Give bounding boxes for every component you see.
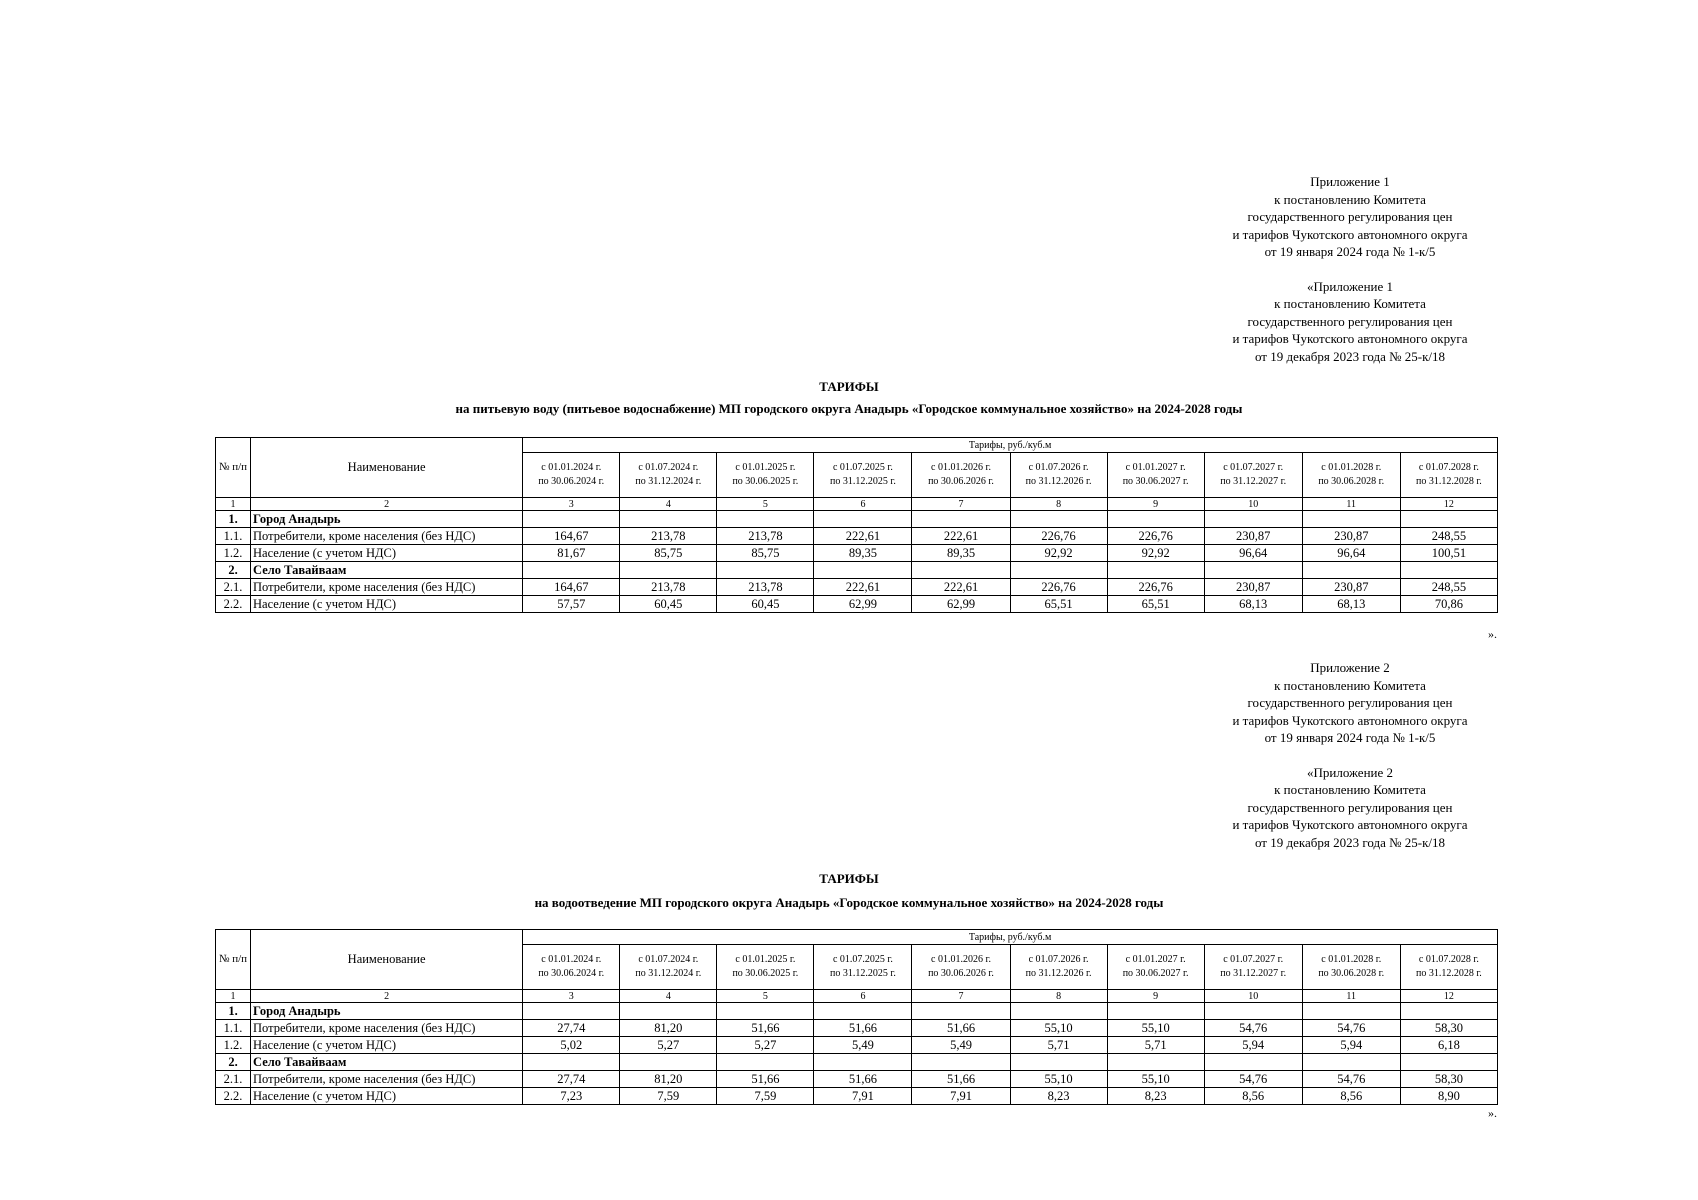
table-row [216, 1037, 1498, 1054]
empty-cell [717, 562, 814, 579]
period-end: по 31.12.2028 г. [1415, 476, 1482, 487]
empty-cell [717, 1054, 814, 1071]
table-row [216, 1071, 1498, 1088]
empty-cell [620, 511, 717, 528]
period-end: по 30.06.2025 г. [732, 968, 799, 979]
tariff-value: 58,30 [1400, 1071, 1497, 1088]
column-number: 1 [216, 990, 251, 1003]
empty-cell [1010, 511, 1107, 528]
tariff-value: 60,45 [717, 596, 814, 613]
tariff-value: 5,49 [814, 1037, 912, 1054]
closing-quote: ». [1488, 1106, 1497, 1120]
period-end: по 30.06.2026 г. [928, 476, 994, 487]
tariff-value: 81,20 [620, 1020, 717, 1037]
row-name: Потребители, кроме населения (без НДС) [251, 1071, 523, 1088]
period-header [523, 453, 620, 498]
tariff-value: 222,61 [912, 579, 1010, 596]
empty-cell [1302, 1003, 1400, 1020]
column-number: 4 [620, 498, 717, 511]
tariff-value: 226,76 [1010, 528, 1107, 545]
empty-cell [1400, 1054, 1497, 1071]
appendix-line: к постановлению Комитета [1274, 296, 1426, 311]
period-start: с 01.07.2025 г. [832, 954, 893, 965]
period-start: с 01.01.2027 г. [1125, 954, 1186, 965]
empty-cell [620, 562, 717, 579]
table-row [216, 596, 1498, 613]
tariff-value: 213,78 [620, 528, 717, 545]
tariff-value: 8,90 [1400, 1088, 1497, 1105]
empty-cell [1010, 562, 1107, 579]
tariff-value: 5,27 [620, 1037, 717, 1054]
section-name: Село Тавайваам [251, 1054, 523, 1071]
empty-cell [1302, 511, 1400, 528]
appendix-line: государственного регулирования цен [1247, 799, 1453, 815]
empty-cell [1204, 1003, 1302, 1020]
appendix-1-header [1210, 173, 1490, 365]
tariff-value: 8,56 [1204, 1088, 1302, 1105]
table-2-title: ТАРИФЫ [819, 871, 879, 886]
column-number: 11 [1302, 990, 1400, 1003]
period-start: с 01.01.2025 г. [735, 462, 796, 473]
tariff-value: 89,35 [912, 545, 1010, 562]
tariff-value: 54,76 [1204, 1020, 1302, 1037]
tariff-table-1 [215, 437, 1498, 613]
empty-cell [1010, 1003, 1107, 1020]
period-start: с 01.07.2026 г. [1028, 954, 1089, 965]
empty-cell [1010, 1054, 1107, 1071]
appendix-line: и тарифов Чукотского автономного округа [1232, 331, 1468, 346]
tariff-value: 213,78 [717, 528, 814, 545]
empty-cell [1107, 562, 1204, 579]
tariff-value: 164,67 [523, 528, 620, 545]
period-start: с 01.07.2027 г. [1223, 954, 1284, 965]
section-number: 1. [216, 511, 251, 528]
period-start: с 01.07.2026 г. [1028, 462, 1089, 473]
tariff-value: 55,10 [1107, 1071, 1204, 1088]
empty-cell [1107, 511, 1204, 528]
tariff-value: 51,66 [912, 1071, 1010, 1088]
tariff-value: 226,76 [1010, 579, 1107, 596]
column-number: 3 [523, 990, 620, 1003]
header-tariffs: Тарифы, руб./куб.м [523, 438, 1498, 453]
column-number: 12 [1400, 498, 1497, 511]
tariff-value: 96,64 [1302, 545, 1400, 562]
column-number: 12 [1400, 990, 1497, 1003]
column-number: 9 [1107, 990, 1204, 1003]
empty-cell [912, 1054, 1010, 1071]
column-number: 5 [717, 498, 814, 511]
period-header [912, 945, 1010, 990]
appendix-line: «Приложение 1 [1306, 278, 1394, 294]
column-number: 10 [1204, 498, 1302, 511]
appendix-line: Приложение 2 [1310, 660, 1390, 675]
period-header [523, 945, 620, 990]
tariff-value: 5,94 [1302, 1037, 1400, 1054]
appendix-line: и тарифов Чукотского автономного округа [1232, 817, 1468, 832]
empty-cell [912, 511, 1010, 528]
tariff-value: 5,27 [717, 1037, 814, 1054]
period-header [1204, 945, 1302, 990]
period-header [620, 945, 717, 990]
empty-cell [523, 511, 620, 528]
row-number: 1.1. [216, 1020, 251, 1037]
tariff-value: 7,91 [814, 1088, 912, 1105]
appendix-2-header [1210, 659, 1490, 851]
empty-cell [912, 562, 1010, 579]
header-number: № п/п [216, 930, 251, 990]
tariff-value: 6,18 [1400, 1037, 1497, 1054]
empty-cell [1204, 511, 1302, 528]
tariff-value: 8,56 [1302, 1088, 1400, 1105]
tariff-value: 51,66 [912, 1020, 1010, 1037]
period-header [814, 945, 912, 990]
tariff-value: 68,13 [1204, 596, 1302, 613]
tariff-value: 89,35 [814, 545, 912, 562]
appendix-line: и тарифов Чукотского автономного округа [1232, 226, 1468, 242]
tariff-value: 54,76 [1302, 1020, 1400, 1037]
tariff-value: 100,51 [1400, 545, 1497, 562]
tariff-value: 164,67 [523, 579, 620, 596]
column-number: 5 [717, 990, 814, 1003]
tariff-value: 51,66 [717, 1020, 814, 1037]
period-header [1010, 453, 1107, 498]
column-number: 8 [1010, 498, 1107, 511]
tariff-value: 85,75 [717, 545, 814, 562]
row-name: Население (с учетом НДС) [251, 596, 523, 613]
period-start: с 01.01.2024 г. [541, 954, 602, 965]
column-number: 3 [523, 498, 620, 511]
period-header [1400, 453, 1497, 498]
appendix-line: от 19 января 2024 года № 1-к/5 [1264, 244, 1436, 259]
appendix-line: государственного регулирования цен [1247, 313, 1453, 329]
tariff-value: 55,10 [1107, 1020, 1204, 1037]
column-number: 6 [814, 990, 912, 1003]
tariff-value: 222,61 [912, 528, 1010, 545]
tariff-value: 54,76 [1302, 1071, 1400, 1088]
tariff-value: 51,66 [717, 1071, 814, 1088]
column-number: 2 [251, 498, 523, 511]
empty-cell [717, 511, 814, 528]
period-end: по 30.06.2027 г. [1122, 476, 1189, 487]
closing-quote: ». [1488, 627, 1497, 641]
period-start: с 01.07.2028 г. [1418, 462, 1479, 473]
empty-cell [912, 1003, 1010, 1020]
period-end: по 30.06.2024 г. [538, 968, 605, 979]
table-1-title: ТАРИФЫ [819, 379, 879, 394]
row-number: 1.1. [216, 528, 251, 545]
section-number: 1. [216, 1003, 251, 1020]
appendix-line: от 19 января 2024 года № 1-к/5 [1264, 730, 1436, 745]
tariff-value: 248,55 [1400, 528, 1497, 545]
header-number: № п/п [216, 438, 251, 498]
tariff-value: 57,57 [523, 596, 620, 613]
period-end: по 31.12.2026 г. [1025, 476, 1092, 487]
section-name: Город Анадырь [251, 1003, 523, 1020]
tariff-value: 230,87 [1302, 579, 1400, 596]
tariff-value: 8,23 [1107, 1088, 1204, 1105]
table-row [216, 579, 1498, 596]
section-name: Город Анадырь [251, 511, 523, 528]
period-end: по 30.06.2024 г. [538, 476, 605, 487]
period-start: с 01.01.2025 г. [735, 954, 796, 965]
tariff-value: 230,87 [1204, 528, 1302, 545]
section-number: 2. [216, 1054, 251, 1071]
tariff-value: 27,74 [523, 1071, 620, 1088]
appendix-line: государственного регулирования цен [1247, 209, 1453, 224]
period-start: с 01.01.2028 г. [1321, 954, 1382, 965]
period-header [717, 945, 814, 990]
empty-cell [523, 562, 620, 579]
period-header [1302, 453, 1400, 498]
period-start: с 01.07.2024 г. [638, 462, 699, 473]
tariff-value: 58,30 [1400, 1020, 1497, 1037]
table-row [216, 545, 1498, 562]
period-header [717, 453, 814, 498]
section-number: 2. [216, 562, 251, 579]
row-number: 2.2. [216, 1088, 251, 1105]
column-number: 7 [912, 990, 1010, 1003]
empty-cell [620, 1003, 717, 1020]
header-name: Наименование [251, 438, 523, 498]
empty-cell [1107, 1003, 1204, 1020]
tariff-value: 7,91 [912, 1088, 1010, 1105]
period-end: по 31.12.2025 г. [830, 968, 896, 979]
period-header [620, 453, 717, 498]
appendix-line: к постановлению Комитета [1274, 191, 1426, 207]
period-end: по 31.12.2025 г. [830, 476, 896, 487]
empty-cell [523, 1054, 620, 1071]
period-header [1204, 453, 1302, 498]
appendix-line: и тарифов Чукотского автономного округа [1232, 712, 1468, 728]
tariff-value: 68,13 [1302, 596, 1400, 613]
section-row [216, 562, 1498, 579]
tariff-value: 81,20 [620, 1071, 717, 1088]
period-header [814, 453, 912, 498]
table-1-subtitle: на питьевую воду (питьевое водоснабжение) МП городского округа Анадырь «Городское коммунальное хозяйство» на 2024-2028 годы [455, 401, 1243, 416]
empty-cell [814, 511, 912, 528]
section-row [216, 1054, 1498, 1071]
column-number: 7 [912, 498, 1010, 511]
column-number: 11 [1302, 498, 1400, 511]
appendix-line: государственного регулирования цен [1247, 695, 1453, 710]
empty-cell [1302, 1054, 1400, 1071]
appendix-line: от 19 декабря 2023 года № 25-к/18 [1254, 348, 1446, 364]
tariff-value: 55,10 [1010, 1020, 1107, 1037]
empty-cell [620, 1054, 717, 1071]
tariff-value: 5,49 [912, 1037, 1010, 1054]
period-end: по 30.06.2027 г. [1122, 968, 1189, 979]
period-start: с 01.07.2028 г. [1418, 954, 1479, 965]
row-name: Население (с учетом НДС) [251, 1037, 523, 1054]
tariff-value: 226,76 [1107, 579, 1204, 596]
tariff-value: 222,61 [814, 528, 912, 545]
tariff-value: 226,76 [1107, 528, 1204, 545]
column-number: 10 [1204, 990, 1302, 1003]
appendix-line: Приложение 1 [1310, 174, 1390, 189]
tariff-value: 5,71 [1010, 1037, 1107, 1054]
tariff-value: 213,78 [620, 579, 717, 596]
section-row [216, 1003, 1498, 1020]
tariff-value: 70,86 [1400, 596, 1497, 613]
tariff-value: 81,67 [523, 545, 620, 562]
column-number: 2 [251, 990, 523, 1003]
row-name: Потребители, кроме населения (без НДС) [251, 579, 523, 596]
tariff-value: 230,87 [1204, 579, 1302, 596]
header-tariffs: Тарифы, руб./куб.м [523, 930, 1498, 945]
tariff-value: 222,61 [814, 579, 912, 596]
period-end: по 30.06.2026 г. [928, 968, 994, 979]
row-number: 2.2. [216, 596, 251, 613]
tariff-value: 92,92 [1010, 545, 1107, 562]
empty-cell [1204, 562, 1302, 579]
row-number: 2.1. [216, 1071, 251, 1088]
tariff-value: 5,94 [1204, 1037, 1302, 1054]
column-number: 1 [216, 498, 251, 511]
column-number: 6 [814, 498, 912, 511]
tariff-value: 55,10 [1010, 1071, 1107, 1088]
period-end: по 30.06.2025 г. [732, 476, 799, 487]
tariff-value: 54,76 [1204, 1071, 1302, 1088]
appendix-line: от 19 декабря 2023 года № 25-к/18 [1254, 834, 1446, 850]
tariff-value: 62,99 [814, 596, 912, 613]
appendix-line: к постановлению Комитета [1274, 782, 1426, 797]
table-2-subtitle: на водоотведение МП городского округа Анадырь «Городское коммунальное хозяйство» на 2024-2028 годы [534, 895, 1164, 910]
tariff-value: 213,78 [717, 579, 814, 596]
period-start: с 01.01.2024 г. [541, 462, 602, 473]
column-number: 4 [620, 990, 717, 1003]
table-row [216, 1020, 1498, 1037]
period-end: по 31.12.2024 г. [635, 476, 702, 487]
empty-cell [523, 1003, 620, 1020]
row-number: 2.1. [216, 579, 251, 596]
tariff-value: 27,74 [523, 1020, 620, 1037]
table-row [216, 1088, 1498, 1105]
column-number: 8 [1010, 990, 1107, 1003]
tariff-value: 51,66 [814, 1071, 912, 1088]
tariff-value: 65,51 [1010, 596, 1107, 613]
period-end: по 31.12.2026 г. [1025, 968, 1092, 979]
period-end: по 30.06.2028 г. [1318, 476, 1385, 487]
period-header [1107, 945, 1204, 990]
row-name: Потребители, кроме населения (без НДС) [251, 1020, 523, 1037]
tariff-value: 230,87 [1302, 528, 1400, 545]
empty-cell [1400, 562, 1497, 579]
row-name: Население (с учетом НДС) [251, 1088, 523, 1105]
tariff-value: 65,51 [1107, 596, 1204, 613]
period-header [912, 453, 1010, 498]
row-name: Потребители, кроме населения (без НДС) [251, 528, 523, 545]
tariff-value: 7,59 [717, 1088, 814, 1105]
tariff-value: 96,64 [1204, 545, 1302, 562]
period-end: по 31.12.2027 г. [1220, 476, 1287, 487]
empty-cell [814, 1054, 912, 1071]
period-end: по 31.12.2028 г. [1415, 968, 1482, 979]
period-start: с 01.01.2026 г. [931, 954, 991, 965]
section-row [216, 511, 1498, 528]
tariff-value: 7,59 [620, 1088, 717, 1105]
tariff-value: 248,55 [1400, 579, 1497, 596]
tariff-value: 92,92 [1107, 545, 1204, 562]
tariff-value: 5,71 [1107, 1037, 1204, 1054]
tariff-value: 51,66 [814, 1020, 912, 1037]
period-end: по 30.06.2028 г. [1318, 968, 1385, 979]
period-start: с 01.07.2027 г. [1223, 462, 1284, 473]
empty-cell [1107, 1054, 1204, 1071]
empty-cell [717, 1003, 814, 1020]
period-start: с 01.01.2028 г. [1321, 462, 1382, 473]
period-header [1010, 945, 1107, 990]
tariff-value: 60,45 [620, 596, 717, 613]
empty-cell [1400, 511, 1497, 528]
empty-cell [1302, 562, 1400, 579]
row-number: 1.2. [216, 545, 251, 562]
appendix-line: «Приложение 2 [1306, 764, 1394, 780]
period-start: с 01.01.2027 г. [1125, 462, 1186, 473]
empty-cell [814, 562, 912, 579]
column-number: 9 [1107, 498, 1204, 511]
period-end: по 31.12.2024 г. [635, 968, 702, 979]
period-header [1400, 945, 1497, 990]
period-start: с 01.07.2024 г. [638, 954, 699, 965]
period-end: по 31.12.2027 г. [1220, 968, 1287, 979]
period-start: с 01.01.2026 г. [931, 462, 991, 473]
table-row [216, 528, 1498, 545]
period-header [1302, 945, 1400, 990]
row-name: Население (с учетом НДС) [251, 545, 523, 562]
period-start: с 01.07.2025 г. [832, 462, 893, 473]
section-name: Село Тавайваам [251, 562, 523, 579]
empty-cell [814, 1003, 912, 1020]
empty-cell [1400, 1003, 1497, 1020]
tariff-value: 5,02 [523, 1037, 620, 1054]
appendix-line: к постановлению Комитета [1274, 677, 1426, 693]
tariff-value: 7,23 [523, 1088, 620, 1105]
tariff-value: 85,75 [620, 545, 717, 562]
tariff-value: 8,23 [1010, 1088, 1107, 1105]
period-header [1107, 453, 1204, 498]
empty-cell [1204, 1054, 1302, 1071]
row-number: 1.2. [216, 1037, 251, 1054]
header-name: Наименование [251, 930, 523, 990]
tariff-value: 62,99 [912, 596, 1010, 613]
tariff-table-2 [215, 929, 1498, 1105]
